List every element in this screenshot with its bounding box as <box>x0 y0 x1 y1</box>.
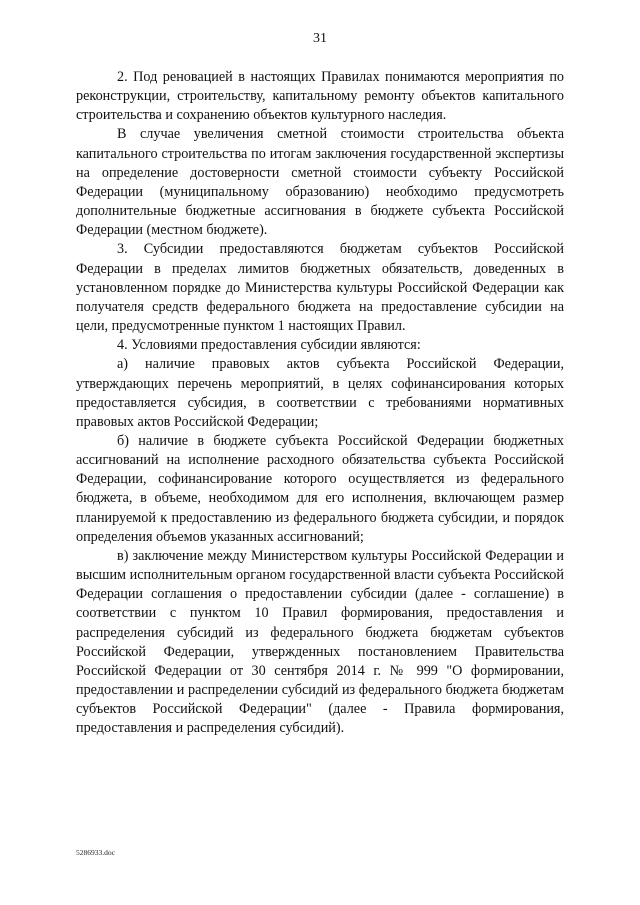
paragraph-conditions-heading: 4. Условиями предоставления субсидии являются: <box>117 337 421 354</box>
document-body <box>76 68 564 738</box>
paragraph-cost-increase: В случае увеличения сметной стоимости строительства объекта капитального строительства по итогам заключения государственной экспертизы на определение достоверности сметной стоимости субъекту Российской Федерации (муниципальному образованию) необходимо предусмотреть дополнительные бюджетные ассигнования в бюджете субъекта Российской Федерации (местном бюджете). <box>76 126 564 239</box>
paragraph-renovation-definition: 2. Под реновацией в настоящих Правилах понимаются мероприятия по реконструкции, строительству, капитальному ремонту объектов капитального строительства и сохранению объектов культурного наследия. <box>76 69 564 124</box>
paragraph-subsidy-provision: 3. Субсидии предоставляются бюджетам субъектов Российской Федерации в пределах лимитов бюджетных обязательств, доведенных в установленном порядке до Министерства культуры Российской Федерации как получателя средств федерального бюджета на предоставление субсидии на цели, предусмотренные пунктом 1 настоящих Правил. <box>76 241 564 335</box>
page-number: 31 <box>313 31 327 46</box>
paragraph-condition-c: в) заключение между Министерством культуры Российской Федерации и высшим исполнительным органом государственной власти субъекта Российской Федерации соглашения о предоставлении субсидии (далее - соглашение) в соответствии с пунктом 10 Правил формирования, предоставления и распределения субсидий из федерального бюджета бюджетам субъектов Российской Федерации, утвержденных постановлением Правительства Российской Федерации от 30 сентября 2014 г. № 999 "О формировании, предоставлении и распределении субсидий из федерального бюджета бюджетам субъектов Российской Федерации" (далее - Правила формирования, предоставления и распределения субсидий). <box>76 547 564 737</box>
paragraph-condition-b: б) наличие в бюджете субъекта Российской Федерации бюджетных ассигнований на исполнение расходного обязательства субъекта Российской Федерации, софинансирование которого осуществляется из федерального бюджета, в объеме, необходимом для его исполнения, включающем размер планируемой к предоставлению из федерального бюджета субсидии, и порядок определения объемов указанных ассигнований; <box>76 432 564 545</box>
footer-file-name: 5286933.doc <box>76 848 115 857</box>
paragraph-condition-a: а) наличие правовых актов субъекта Российской Федерации, утверждающих перечень мероприятий, в целях софинансирования которых предоставляется субсидия, в соответствии с требованиями нормативных правовых актов Российской Федерации; <box>76 356 564 430</box>
